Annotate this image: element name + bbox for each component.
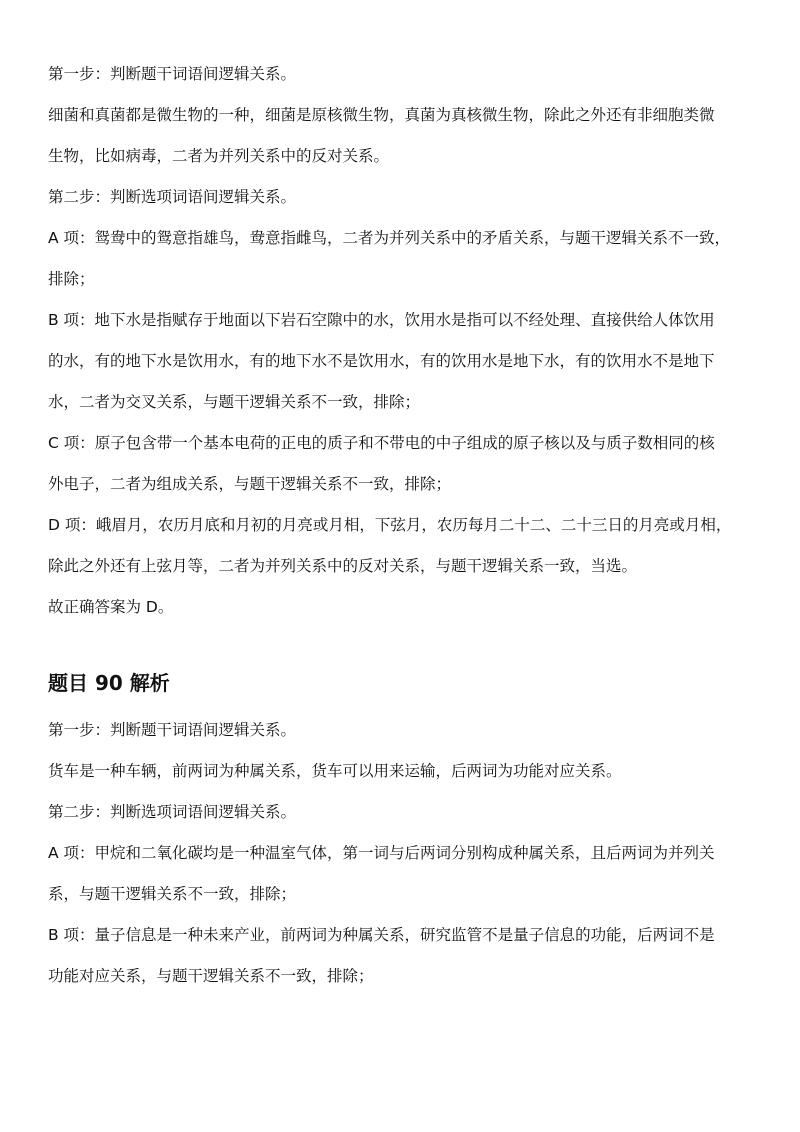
option-a-line: A 项：甲烷和二氧化碳均是一种温室气体，第一词与后两词分别构成种属关系，且后两词为并列关 [48, 844, 715, 862]
document-page [48, 54, 756, 997]
option-b-line: 的水，有的地下水是饮用水，有的地下水不是饮用水，有的饮用水是地下水，有的饮用水不是地下 [48, 352, 715, 370]
section-1 [48, 54, 756, 628]
option-d-line: D 项：峨眉月，农历月底和月初的月亮或月相，下弦月，农历每月二十二、二十三日的月亮或月相， [48, 516, 732, 534]
step-1-line: 第一步：判断题干词语间逻辑关系。 [48, 65, 297, 83]
option-a-line: 系，与题干逻辑关系不一致，排除； [48, 885, 297, 903]
option-b-line: B 项：地下水是指赋存于地面以下岩石空隙中的水，饮用水是指可以不经处理、直接供给人体饮用 [48, 311, 715, 329]
option-d-line: 除此之外还有上弦月等，二者为并列关系中的反对关系，与题干逻辑关系一致，当选。 [48, 557, 638, 575]
step-1-line: 第一步：判断题干词语间逻辑关系。 [48, 721, 297, 739]
option-a-line: A 项：鸳鸯中的鸳意指雄鸟，鸯意指雌鸟，二者为并列关系中的矛盾关系，与题干逻辑关系不一致， [48, 229, 731, 247]
answer-line: 故正确答案为 D。 [48, 598, 174, 616]
question-90-heading: 题目 90 解析 [48, 671, 170, 695]
option-b-line: 水，二者为交叉关系，与题干逻辑关系不一致，排除； [48, 393, 421, 411]
paragraph-line: 生物，比如病毒，二者为并列关系中的反对关系。 [48, 147, 390, 165]
paragraph-line: 货车是一种车辆，前两词为种属关系，货车可以用来运输，后两词为功能对应关系。 [48, 762, 622, 780]
option-c-line: C 项：原子包含带一个基本电荷的正电的质子和不带电的中子组成的原子核以及与质子数相同的核 [48, 434, 715, 452]
section-2 [48, 668, 756, 997]
option-b-line: B 项：量子信息是一种未来产业，前两词为种属关系，研究监管不是量子信息的功能，后两词不是 [48, 926, 715, 944]
step-2-line: 第二步：判断选项词语间逻辑关系。 [48, 803, 297, 821]
option-b-line: 功能对应关系，与题干逻辑关系不一致，排除； [48, 967, 374, 985]
option-a-line: 排除； [48, 270, 95, 288]
step-2-line: 第二步：判断选项词语间逻辑关系。 [48, 188, 297, 206]
paragraph-line: 细菌和真菌都是微生物的一种，细菌是原核微生物，真菌为真核微生物，除此之外还有非细胞类微 [48, 106, 715, 124]
option-c-line: 外电子，二者为组成关系，与题干逻辑关系不一致，排除； [48, 475, 452, 493]
